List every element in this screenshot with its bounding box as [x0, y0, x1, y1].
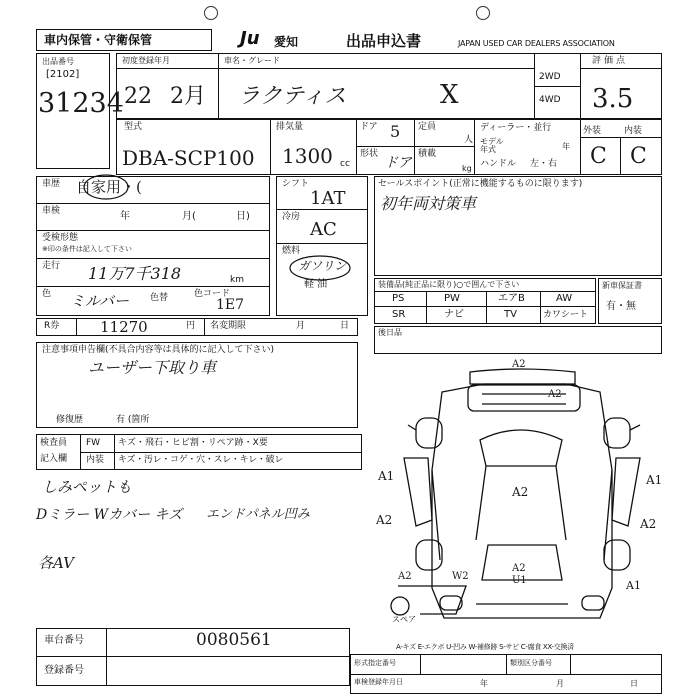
doors-value: 5 [390, 122, 401, 141]
inspector-label2: 記入欄 [40, 454, 68, 464]
damage-mark: A1 [626, 579, 641, 592]
equip-airbag: エアB [498, 293, 525, 304]
displacement-value: 1300 [282, 144, 333, 168]
load-label: 積載 [418, 149, 437, 159]
name-change-label: 名変期限 [210, 321, 247, 331]
equip-seat: カワシート [543, 310, 589, 320]
score-value: 3.5 [592, 84, 634, 114]
equip-navi: ナビ [444, 309, 464, 320]
registration-label: 初度登録年月 [122, 56, 170, 65]
inspection-day: 日) [236, 211, 250, 222]
fuel-label: 燃料 [282, 246, 301, 256]
color-value: ミルバー [70, 292, 129, 310]
date-month: 月 [556, 679, 564, 688]
receipt-label: 受検形態 [42, 233, 79, 243]
logo-mark: Ju [240, 28, 260, 49]
usage-value: 自家用・( [76, 178, 142, 196]
damage-mark: A1 [378, 469, 395, 483]
equip-sr: SR [392, 309, 406, 320]
displacement-unit: cc [340, 159, 350, 169]
drive-4wd: 4WD [539, 95, 561, 105]
inspection-label: 車検 [42, 206, 61, 216]
fuel-value: ガソリン [298, 259, 347, 273]
recycle-unit: 円 [186, 321, 196, 331]
equip-pw: PW [444, 293, 460, 304]
reg-no-label: 登録番号 [44, 665, 84, 676]
inspector-row1: キズ・飛石・ヒビ割・リペア跡・X要 [118, 438, 268, 448]
fuel-opt: 軽 油 [304, 279, 328, 290]
remark-line2: Dミラー Wカバー キズ [36, 507, 183, 523]
lot-label: 出品番号 [42, 57, 74, 66]
date-day: 日 [630, 679, 638, 688]
score-label: 評価点 [592, 56, 629, 66]
damage-mark: U1 [512, 575, 527, 586]
remark-line1: しみペットも [42, 478, 132, 496]
shift-label: シフト [282, 179, 310, 189]
receipt-note: ※印の条件は記入して下さい [42, 245, 132, 253]
form-title: 出品申込書 [346, 32, 422, 50]
later-label: 後日品 [378, 328, 402, 337]
damage-mark: A2 [376, 513, 393, 527]
date-label: 車検登録年月日 [354, 678, 403, 686]
model-year-label: モデル年式 [480, 137, 504, 154]
mileage-unit: km [230, 275, 244, 285]
inspector-row2: キズ・汚レ・コゲ・穴・スレ・キレ・破レ [118, 455, 284, 465]
equip-ps: PS [392, 293, 405, 304]
sales-value: 初年両対策車 [380, 194, 477, 213]
inspector-label1: 検査員 [40, 438, 68, 448]
mileage-label: 走行 [42, 261, 61, 271]
damage-mark: A2 [512, 485, 529, 499]
spare-label: スペア [392, 615, 416, 624]
lot-sub: [2102] [46, 69, 80, 80]
damage-mark: A2 [398, 571, 412, 582]
color-code-label: 色コード [194, 289, 231, 299]
repair-label: 修復歴 [56, 415, 84, 425]
chassis-value: 0080561 [196, 630, 272, 650]
notes-label: 注意事項申告欄(不具合内容等は具体的に記入して下さい) [42, 345, 275, 355]
warranty-opts: 有・無 [606, 301, 636, 312]
mileage-value: 11万7千318 [88, 264, 182, 283]
ext-label: 外装 [583, 126, 602, 136]
damage-mark: W2 [452, 571, 469, 582]
org-en: JAPAN USED CAR DEALERS ASSOCIATION [458, 39, 615, 48]
notes-text: ユーザー下取り車 [88, 358, 217, 377]
damage-mark: A2 [640, 517, 657, 531]
recycle-label: R券 [44, 321, 60, 331]
drive-2wd: 2WD [539, 72, 561, 82]
registration-month: 2月 [170, 84, 206, 109]
lot-number: 31234 [38, 88, 124, 119]
damage-mark: A2 [512, 359, 526, 370]
date-year: 年 [480, 679, 488, 688]
inspection-month: 月( [182, 211, 196, 222]
capacity-label: 定員 [418, 122, 437, 132]
color-code: 1E7 [216, 297, 245, 313]
equipment-label: 装備品(純正品に限り)○で囲んで下さい [378, 280, 520, 289]
remark-line4: 各AV [38, 554, 74, 572]
model-label: 型式 [124, 122, 143, 132]
equip-aw: AW [556, 293, 573, 304]
name-change-day: 日 [340, 321, 350, 331]
chassis-label: 車台番号 [44, 635, 84, 646]
warranty-label: 新車保証書 [602, 281, 642, 290]
recycle-value: 11270 [100, 318, 148, 336]
color-second-label: 色替 [150, 293, 169, 303]
capacity-unit: 人 [464, 135, 474, 145]
color-label: 色 [42, 289, 52, 299]
repair-opts: 有 (箇所 [116, 415, 150, 425]
aircon-value: AC [310, 219, 337, 240]
damage-mark: A2 [548, 389, 562, 400]
usage-label: 車歴 [42, 179, 61, 189]
registration-year: 22 [124, 84, 152, 109]
car-name: ラクティス [238, 84, 347, 109]
displacement-label: 排気量 [276, 122, 304, 132]
remark-line3: エンドパネル凹み [206, 507, 310, 522]
year-unit: 年 [562, 142, 570, 151]
name-change-month: 月 [296, 321, 306, 331]
car-grade: X [440, 80, 459, 110]
inspector-row1-tag: FW [86, 438, 101, 448]
damage-mark: A2 [512, 563, 526, 574]
damage-mark: A1 [646, 473, 663, 487]
model-value: DBA-SCP100 [122, 146, 255, 170]
org-jp: 愛知 [274, 35, 299, 49]
inspection-year: 年 [120, 211, 130, 222]
car-name-label: 車名・グレード [224, 56, 280, 65]
shape-label: 形状 [360, 149, 379, 159]
storage-title: 車内保管・守衛保管 [44, 33, 153, 47]
inspector-row2-tag: 内装 [86, 455, 105, 465]
ext-score: C [590, 144, 607, 169]
int-label: 内装 [624, 126, 643, 136]
doors-label: ドア [360, 122, 378, 132]
designation-label: 形式指定番号 [354, 659, 396, 667]
handle-label: ハンドル [480, 159, 517, 169]
damage-legend: A-キズ E-エクボ U-凹み W-補修跡 S-サビ C-腐食 XX-交換済 [396, 643, 574, 651]
category-label: 類別区分番号 [510, 659, 552, 667]
dealer-label: ディーラー・並行 [480, 123, 552, 133]
aircon-label: 冷房 [282, 212, 301, 222]
handle-opts: 左・右 [530, 159, 558, 169]
int-score: C [630, 144, 647, 169]
equip-tv: TV [504, 309, 517, 320]
shift-value: 1AT [310, 188, 346, 209]
load-unit: kg [462, 164, 472, 173]
sales-label: セールスポイント(正常に機能するものに限ります) [378, 179, 583, 189]
shape-value: ドア [384, 155, 412, 171]
